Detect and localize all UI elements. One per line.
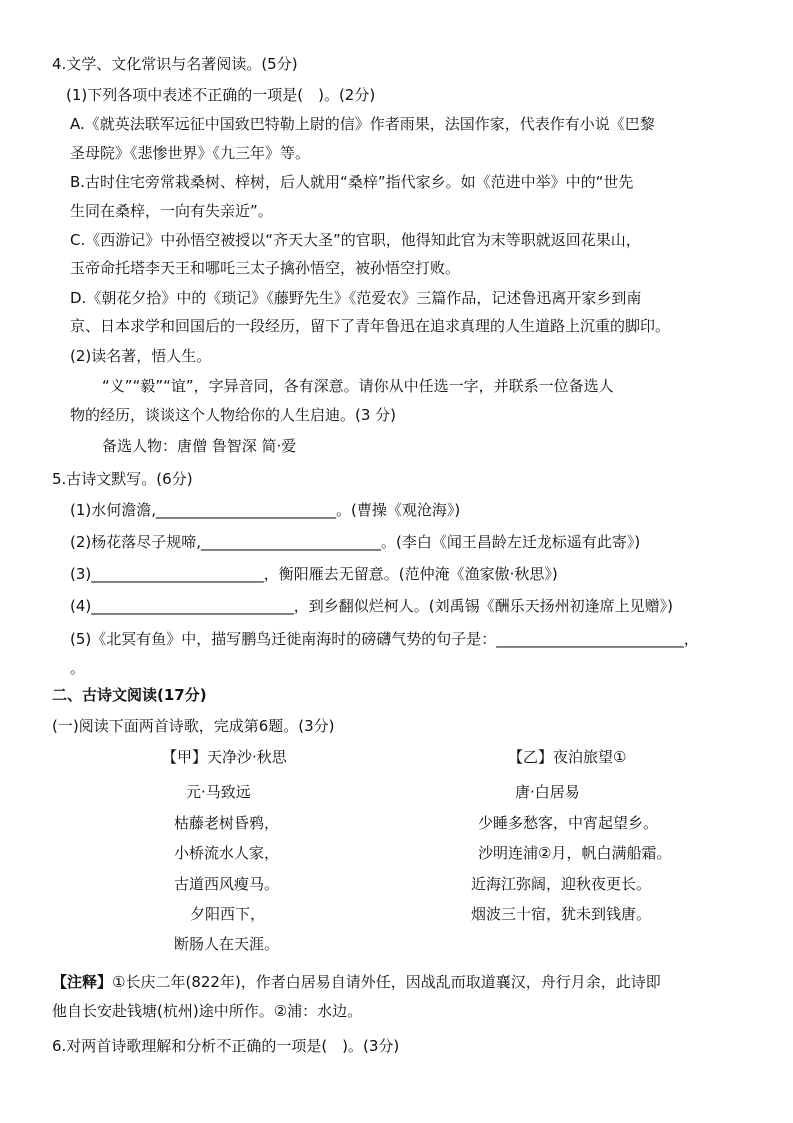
note-line2: 他自长安赴钱塘(杭州)途中所作。②浦：水边。 xyxy=(52,1002,363,1020)
q6-title: 6.对两首诗歌理解和分析不正确的一项是( )。(3分) xyxy=(52,1037,400,1055)
q4-sub1: (1)下列各项中表述不正确的一项是( )。(2分) xyxy=(66,86,376,104)
q4-option-c-line2: 玉帝命托塔李天王和哪吒三太子擒孙悟空，被孙悟空打败。 xyxy=(70,259,461,277)
poem-b-title: 【乙】夜泊旅望① xyxy=(508,748,627,766)
poem-b-line: 少睡多愁客，中宵起望乡。 xyxy=(478,814,659,832)
q5-item3: (3)_______________________，衡阳雁去无留意。(范仲淹《渔家傲·秋思》) xyxy=(70,565,558,583)
q5-title: 5.古诗文默写。(6分) xyxy=(52,470,193,488)
note-line1 xyxy=(52,972,661,992)
note-text: ①长庆二年(822年)，作者白居易自请外任，因战乱而取道襄汉，舟行月余，此诗即 xyxy=(112,973,661,991)
poem-b-line: 近海江弥阔，迎秋夜更长。 xyxy=(471,875,652,893)
poem-a-author: 元·马致远 xyxy=(186,783,251,801)
poem-a-line: 夕阳西下， xyxy=(190,905,266,923)
q5-item1: (1)水何澹澹,________________________。(曹操《观沧海》) xyxy=(70,501,461,519)
q4-option-c-line1: C.《西游记》中孙悟空被授以“齐天大圣”的官职，他得知此官为末等职就返回花果山， xyxy=(70,231,641,249)
q4-sub2: (2)读名著，悟人生。 xyxy=(70,347,212,365)
q4-option-a-line1: A.《就英法联军远征中国致巴特勒上尉的信》作者雨果，法国作家，代表作有小说《巴黎 xyxy=(70,115,655,133)
section2-intro: (一)阅读下面两首诗歌，完成第6题。(3分) xyxy=(52,717,335,735)
q5-item5-end: 。 xyxy=(70,659,86,677)
q4-candidates: 备选人物：唐僧 鲁智深 简·爱 xyxy=(102,437,297,455)
q4-option-b-line1: B.古时住宅旁常栽桑树、梓树，后人就用“桑梓”指代家乡。如《范进中举》中的“世先 xyxy=(70,173,634,191)
q5-item5: (5)《北冥有鱼》中，描写鹏鸟迁徙南海时的磅礴气势的句子是：_________________________， xyxy=(70,630,699,648)
poem-a-line: 古道西风瘦马。 xyxy=(174,875,280,893)
q4-option-d-line1: D.《朝花夕拾》中的《琐记》《藤野先生》《范爱农》三篇作品，记述鲁迅离开家乡到南 xyxy=(70,289,642,307)
q5-item2: (2)杨花落尽子规啼,________________________。(李白《闻王昌龄左迁龙标遥有此寄》) xyxy=(70,533,641,551)
poem-a-line: 断肠人在天涯。 xyxy=(174,935,280,953)
poem-b-line: 沙明连浦②月，帆白满船霜。 xyxy=(478,844,672,862)
poem-a-line: 枯藤老树昏鸦， xyxy=(174,814,280,832)
q4-prompt-line1: “义”“毅”“谊”，字异音同，各有深意。请你从中任选一字，并联系一位备选人 xyxy=(102,377,614,395)
q5-item4: (4)___________________________，到乡翻似烂柯人。(刘禹锡《酬乐天扬州初逢席上见赠》) xyxy=(70,597,673,615)
q4-title: 4.文学、文化常识与名著阅读。(5分) xyxy=(52,55,298,73)
q4-option-b-line2: 生同在桑梓，一向有失亲近”。 xyxy=(70,202,273,220)
note-label: 【注释】 xyxy=(52,973,113,991)
poem-b-line: 烟波三十宿，犹未到钱唐。 xyxy=(471,905,652,923)
section2-title: 二、古诗文阅读(17分) xyxy=(52,686,207,704)
poem-a-title: 【甲】天净沙·秋思 xyxy=(162,748,287,766)
q4-prompt-line2: 物的经历，谈谈这个人物给你的人生启迪。(3 分) xyxy=(70,406,397,424)
poem-b-author: 唐·白居易 xyxy=(515,783,580,801)
poem-a-line: 小桥流水人家， xyxy=(174,844,280,862)
q4-option-a-line2: 圣母院》《悲惨世界》《九三年》等。 xyxy=(70,144,311,162)
q4-option-d-line2: 京、日本求学和回国后的一段经历，留下了青年鲁迅在追求真理的人生道路上沉重的脚印。 xyxy=(70,317,671,335)
